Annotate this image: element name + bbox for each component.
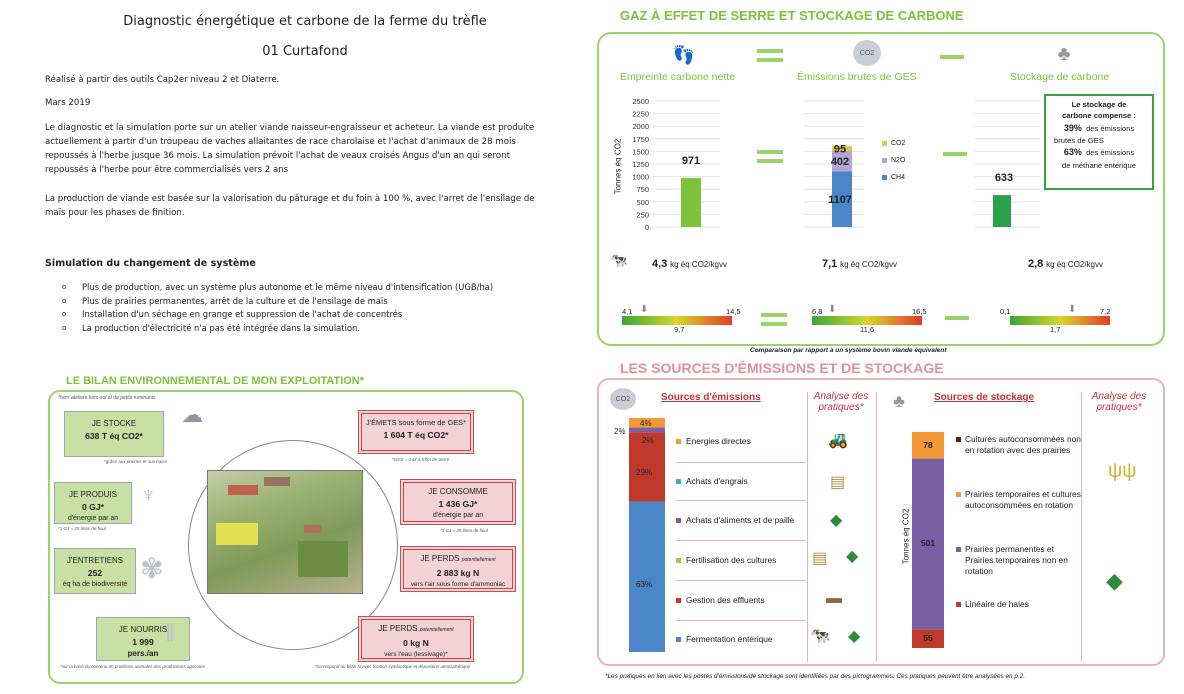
box-nourris: JE NOURRIS 1 999 pers./an [96, 617, 190, 661]
tree-icon: ♣ [1057, 42, 1071, 65]
doc-para2: La production de viande est basée sur la valorisation du pâturage et du foin à 100 %, avec l'arret de l'ensilage de maïs pour les phases de finition. [45, 194, 535, 218]
sto-item: Linéaire de haies [956, 599, 1082, 610]
fertilizer-icon: ▤ [830, 474, 846, 491]
emi-item: Achats d'aliments et de paille [676, 515, 806, 526]
caption-net: Empreinte carbone nette [620, 71, 735, 83]
co2-cloud-icon: CO2 [610, 388, 636, 410]
caption-brutes: Émissions brutes de GES [797, 71, 917, 83]
box-perds-air: JE PERDS potentiellement 2 883 kg N vers l'air sous forme d'ammoniac [400, 546, 516, 592]
manure-icon: ▬ [826, 590, 842, 607]
box-entretiens: J'ENTRETIENS 252 éq ha de biodiversité [54, 548, 136, 594]
sim-item: o Installation d'un séchage en grange et suppression de l'achat de concentrés [62, 308, 532, 322]
bar-stockage-label: 633 [994, 172, 1014, 185]
y-tick-label: 1250 [632, 160, 649, 169]
sto-head: Sources de stockage [934, 392, 1035, 403]
em-seg-2 [629, 428, 665, 433]
co2-cloud-icon: CO2 [853, 40, 881, 66]
y-tick-label: 500 [636, 197, 649, 207]
y-tick-label: 2500 [632, 97, 649, 106]
sim-item: o Plus de production, avec un système plus autonome et le même niveau d'intensification (UGB/ha) [62, 281, 532, 295]
emi-item: Fertilisation des cultures [676, 555, 806, 566]
box-consomme: JE CONSOMME 1 436 GJ* d'énergie par an [400, 479, 516, 525]
emi-item: Energies directes [676, 436, 806, 447]
stock-compensation-box: Le stockage de carbone compense : 39% des émissions brutes de GES 63% des émissions de méthane entérique [1044, 94, 1154, 190]
sto-item: Cultures autoconsommées non en rotation avec des prairies [956, 434, 1082, 456]
arrow-down-icon: ⬇ [1068, 304, 1077, 315]
caption-stockage: Stockage de carbone [1010, 71, 1110, 83]
y-tick-label: 250 [636, 210, 649, 220]
doc-para1: Le diagnostic et la simulation porte sur un atelier viande naisseur-engraisseur et acheteur. La viande est produite actuellement à partir d'un troupeau de vaches allaitantes de race charolaise et l'achat d'animaux de 28 mois repoussés à l'herbe jusque 36 mois. La simulation prévoit l'achat de veaux croisés Angus d'un an qui seront repoussés à l'herbe pour être commercialisés vers 2 ans [45, 123, 535, 175]
bilan-note: *hors ateliers hors-sol et de petits ruminants [58, 395, 156, 401]
footprint-icon: 👣 [672, 44, 696, 65]
y-tick-label: 1500 [632, 147, 649, 157]
grass-icon: ψψ [1108, 460, 1137, 482]
butterfly-icon: ✾ [140, 553, 164, 584]
doc-location: 01 Curtafond [262, 44, 348, 59]
emi-item: Gestion des effluents [676, 595, 806, 606]
box-stocke: JE STOCKE 638 T éq CO2* ☁ [64, 411, 164, 457]
box-produis: JE PRODUIS 0 GJ* d'énergie par an [54, 482, 132, 524]
feed-bag-icon: ◆ [846, 548, 859, 565]
sim-item: o La production d'électricité n'a pas été intégrée dans la simulation. [62, 322, 532, 336]
tree-icon: ☁ [181, 402, 203, 427]
ana-head-em: Analyse des pratiques* [813, 391, 869, 413]
legend-co2: CO2 [882, 140, 905, 147]
tree-icon: ♣ [893, 390, 905, 411]
em-head: Sources d'émissions [661, 392, 761, 403]
cow-icon: 🐄 [610, 251, 628, 268]
legend-n2o: N2O [882, 157, 905, 164]
y-tick-label: 750 [636, 185, 649, 195]
y-axis-label: Tonnes éq CO2 [613, 138, 623, 195]
sto-item: Prairies temporaires et cultures autoconsommées en rotation [956, 489, 1082, 511]
ratio-brutes: 7,1 kg éq CO2/kgvv [822, 258, 897, 270]
bar-net-label: 971 [681, 155, 701, 168]
sto-item: Prairies permanentes et Prairies temporaires non en rotation [956, 544, 1082, 577]
y-tick-label: 0 [644, 223, 649, 232]
crop-icon: ▤ [812, 550, 828, 567]
legend-ch4: CH4 [882, 174, 905, 181]
feed-bag-icon: ◆ [830, 512, 843, 529]
bar-ch4-label: 1107 [828, 194, 852, 207]
arrow-down-icon: ⬇ [828, 304, 837, 315]
ges-title: GAZ À EFFET DE SERRE ET STOCKAGE DE CARBONE [620, 8, 964, 23]
y-tick-label: 2250 [632, 109, 649, 119]
pylon-icon: ♆ [140, 482, 157, 507]
ratio-net: 4,3 kg éq CO2/kgvv [652, 258, 727, 270]
comparison-note: Comparaison par rapport à un système bovin viande équivalent [750, 347, 947, 354]
cow-icon: 🐄 [810, 628, 830, 645]
box-perds-eau: JE PERDS potentiellement 0 kg N vers l'eau (lessivage)* [358, 616, 474, 662]
arrow-down-icon: ⬇ [640, 304, 649, 315]
feed-bag-icon: ◆ [1106, 568, 1123, 593]
doc-date: Mars 2019 [45, 98, 91, 108]
y-tick-label: 2000 [632, 122, 649, 132]
bar-co2-label: 95 [833, 143, 847, 156]
footer-note: *Les pratiques en lien avec les postes d'émissions/de stockage sont identifiées par des pictogrammes. Ces pratiques peuvent être analysées en p.2. [605, 673, 1026, 680]
feed-bag-icon: ◆ [848, 628, 861, 645]
box-emets: J'ÉMETS sous forme de GES* 1 604 T éq CO2* [358, 410, 474, 454]
bar-n2o-label: 402 [830, 156, 850, 169]
ana-head-sto: Analyse des pratiques* [1091, 391, 1147, 413]
bilan-title: LE BILAN ENVIRONNEMENTAL DE MON EXPLOITATION* [66, 375, 365, 387]
document-left: Diagnostic énergétique et carbone de la ferme du trèfle 01 Curtafond Réalisé à partir des outils Cap2er niveau 2 et Diaterre. Mars 2019 Le diagnostic et la simulation porte sur un atelier viande naisseur-engraisseur et acheteur. La viande est produite actuellement à partir d'un troupeau de vaches allaitantes de race charolaise et l'achat d'animaux de 28 mois repoussés à l'herbe jusque 36 mois. La simulation prévoit l'achat de veaux croisés Angus d'un an qui seront repoussés à l'herbe pour être commercialisés vers 2 ans La production de viande est basée sur la valorisation du pâturage et du foin à 100 %, avec l'arret de l'ensilage de maïs pour les phases de finition. Simulation du changement de système o Plus de production, avec un système plus autonome et le même niveau d'intensification (UGB/ha) o Plus de prairies permanentes, arrêt de la culture et de l'ensilage de maïs o Installation d'un séchage en grange et suppression de l'achat de concentrés o La production d'électricité n'a pas été intégrée dans la simulation. LE BILAN ENVIRONNEMENTAL DE MON EXPLOITATION* *hors ateliers hors-sol et de petits ruminants JE STOCKE 638 T éq CO2* ☁ *grâce aux prairies et aux haies JE PRODUIS 0 GJ* d'énergie par an ♆ *1 GJ = 25 litres de fioul J'ENTRETIENS 252 éq ha de biodiversité ✾ JE NOURRIS 1 999 pers./an ǁ *sur la base du contenu en protéines animales des productions agricoles J'ÉMETS sous forme de GES* 1 604 T éq CO2* *GES = Gaz à Effet de Serre JE CONSOMME 1 436 GJ* d'énergie par an *1 GJ = 25 litres de fioul JE PERDS potentiellement 2 883 kg N vers l'air sous forme d'ammoniac JE PERDS potentiellement 0 kg N vers l'eau (lessivage)* *correspond au bilan N avec fixation symbiotique et déposition atmosphérique [0, 0, 580, 694]
cutlery-icon: ǁ [165, 620, 175, 647]
doc-tools: Réalisé à partir des outils Cap2er niveau 2 et Diaterre. [45, 75, 280, 85]
sources-title: LES SOURCES D'ÉMISSIONS ET DE STOCKAGE [620, 360, 944, 376]
ratio-stockage: 2,8 kg éq CO2/kgvv [1028, 258, 1103, 270]
y-tick-label: 1750 [632, 134, 649, 144]
tractor-icon: 🚜 [828, 432, 848, 449]
sim-item: o Plus de prairies permanentes, arrêt de la culture et de l'ensilage de maïs [62, 295, 532, 309]
y-tick-label: 1000 [632, 172, 649, 182]
em-seg-5 [629, 502, 665, 652]
emi-item: Fermentation entérique [676, 634, 806, 645]
sto-y-label: Tonnes éq CO2 [901, 508, 911, 565]
sim-title: Simulation du changement de système [45, 258, 256, 269]
doc-title: Diagnostic énergétique et carbone de la ferme du trèfle [123, 14, 487, 29]
emi-item: Achats d'engrais [676, 476, 806, 487]
